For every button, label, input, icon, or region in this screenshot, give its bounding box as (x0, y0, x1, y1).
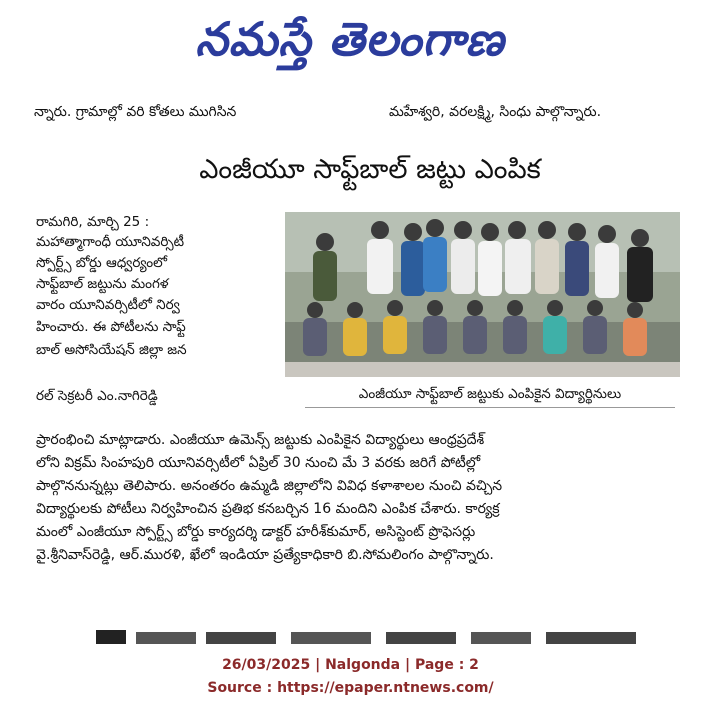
article-column-line: రల్ సెక్రటరీ ఎం.నాగిరెడ్డి (36, 388, 158, 404)
article-column-line: మహాత్మాగాంధీ యూనివర్సిటీ (36, 234, 185, 250)
team-photo-illustration (285, 212, 680, 377)
article-full-line: విద్యార్థులకు పోటీలు నిర్వహించిన ప్రతిభ కనబర్చిన 16 మందిని ఎంపిక చేశారు. కార్యక్ర (36, 501, 500, 517)
article-full-line: లోని విక్రమ్ సింహపురి యూనివర్సిటీలో ఏప్రిల్ 30 నుంచి మే 3 వరకు జరిగే పోటీల్లో (36, 455, 481, 471)
article-full-line: వై.శ్రీనివాస్‌రెడ్డి, ఆర్.మురళి, ఖేలో ఇండియా ప్రత్యేకాధికారి బి.సోమలింగం పాల్గొన్నారు. (36, 547, 494, 563)
article-column-line: వారం యూనివర్సిటీలో నిర్వ (36, 297, 180, 313)
article-full-line: పాల్గొననున్నట్లు తెలిపారు. అనంతరం ఉమ్మడి జిల్లాలోని వివిధ కళాశాలల నుంచి వచ్చిన (36, 478, 503, 494)
article-column-line: బాల్ అసోసియేషన్ జిల్లా జన (36, 342, 187, 358)
article-headline: ఎంజీయూ సాఫ్ట్‌బాల్ జట్టు ఎంపిక (199, 154, 541, 185)
previous-article-text-left: న్నారు. గ్రామాల్లో వరి కోతలు ముగిసిన (34, 104, 237, 120)
article-full-line: మంలో ఎంజీయూ స్పోర్ట్స్ బోర్డు కార్యదర్శి డాక్టర్ హరీశ్‌కుమార్, అసిస్టెంట్ ప్రొఫెసర్లు (36, 524, 476, 540)
photo-caption: ఎంజీయూ సాఫ్ట్‌బాల్ జట్టుకు ఎంపికైన విద్యార్థినులు (305, 381, 675, 408)
masthead-title: నమస్తే తెలంగాణ (195, 12, 505, 66)
article-column-line: రామగిరి, మార్చి 25 : (36, 214, 150, 230)
previous-article-text-right: మహేశ్వరి, వరలక్ష్మి, సింధు పాల్గొన్నారు. (389, 104, 602, 120)
article-column-line: సాఫ్ట్‌బాల్ జట్టును మంగళ (36, 276, 169, 292)
article-column-line: హించారు. ఈ పోటీలను సాఫ్ట్ (36, 319, 186, 335)
article-full-line: ప్రారంభించి మాట్లాడారు. ఎంజీయూ ఉమెన్స్ జట్టుకు ఎంపికైన విద్యార్థులు ఆంధ్రప్రదేశ్ (36, 432, 485, 448)
team-group-photo (285, 212, 680, 377)
article-column-line: స్పోర్ట్స్ బోర్డు ఆధ్వర్యంలో (36, 255, 167, 271)
footer-date-line: 26/03/2025 | Nalgonda | Page : 2 (222, 657, 479, 673)
next-article-cut-headline (96, 626, 656, 646)
footer-source-line: Source : https://epaper.ntnews.com/ (207, 680, 494, 696)
